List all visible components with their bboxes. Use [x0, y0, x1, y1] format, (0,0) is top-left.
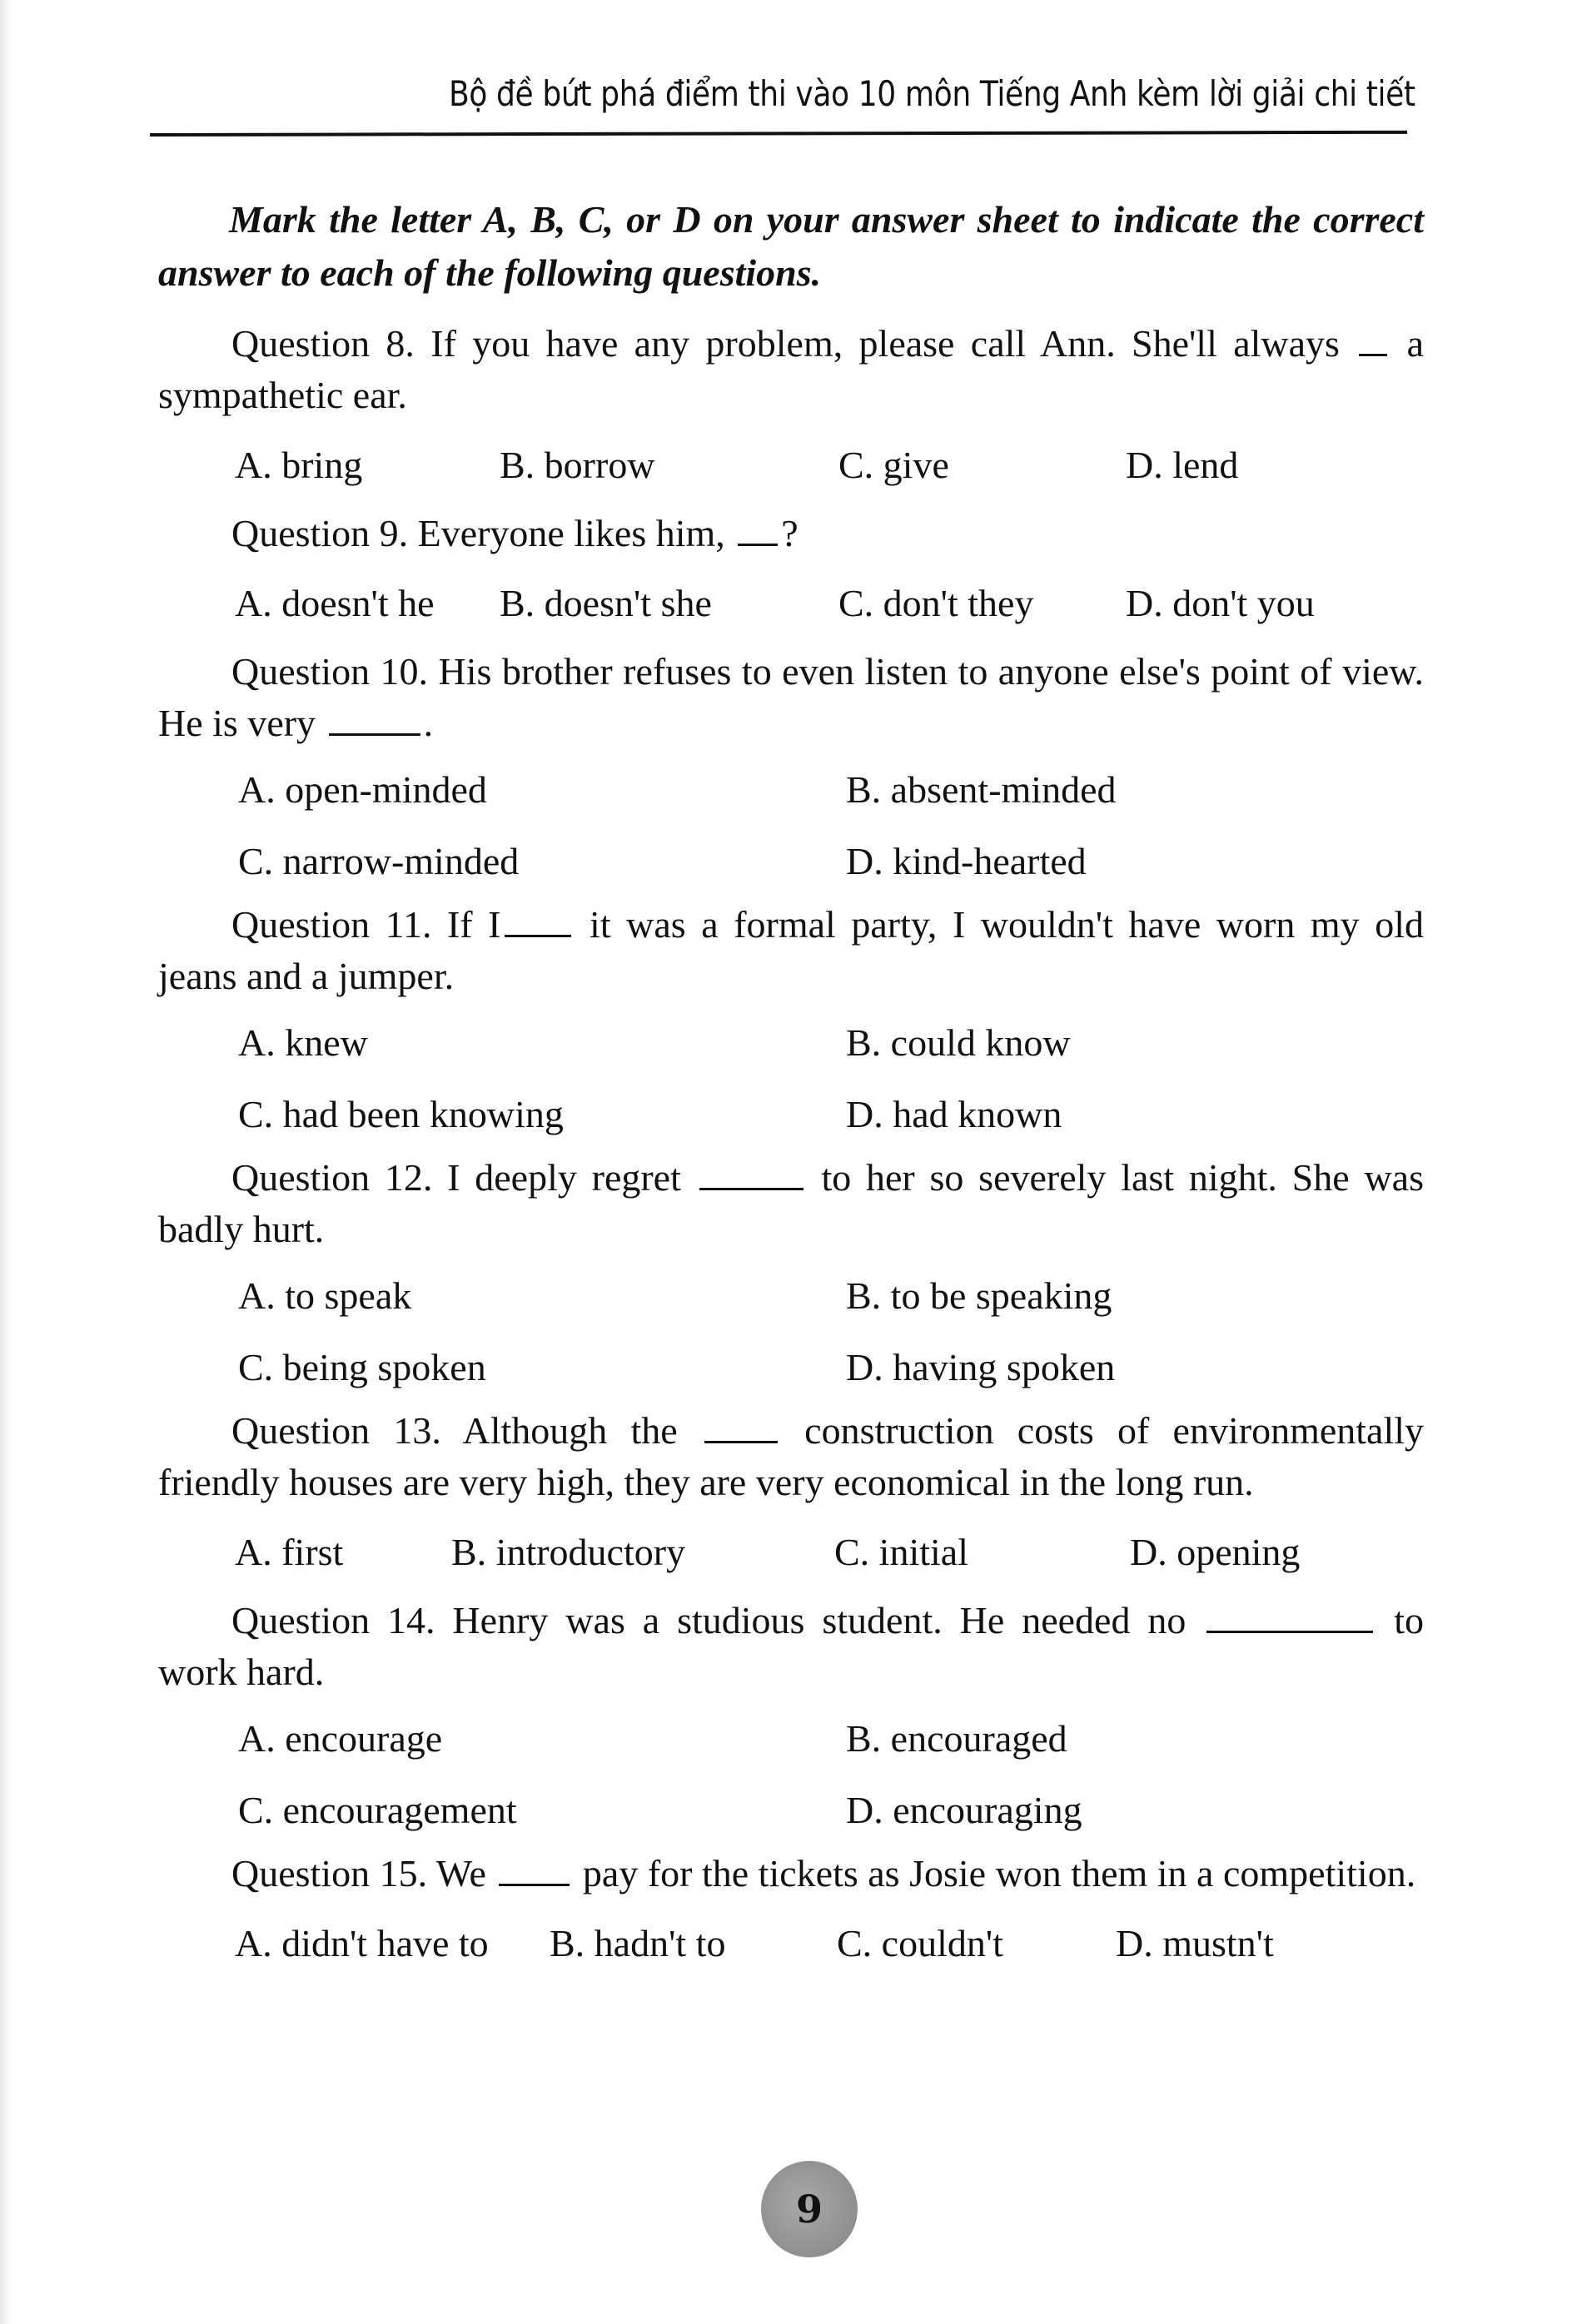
answer-blank — [704, 1409, 778, 1443]
stem-text: to her so severely last night. She was badly hurt. — [158, 1156, 1424, 1250]
page-edge-shadow — [0, 0, 12, 2324]
stem-text: ? — [781, 512, 798, 554]
answer-blank — [699, 1156, 803, 1190]
option-a[interactable]: A. knew — [238, 1021, 368, 1064]
option-d[interactable]: D. having spoken — [846, 1346, 1116, 1388]
answer-blank — [499, 1852, 570, 1886]
answer-options — [238, 1713, 1424, 1836]
option-c[interactable]: C. narrow-minded — [238, 840, 520, 882]
question-9 — [158, 508, 1424, 633]
stem-text: . — [423, 702, 434, 744]
option-a[interactable]: A. didn't have to — [235, 1922, 489, 1964]
stem-text: to work hard. — [158, 1599, 1425, 1693]
question-10 — [158, 646, 1424, 887]
answer-options — [238, 764, 1424, 887]
question-stem — [158, 1405, 1424, 1508]
question-8 — [158, 318, 1424, 494]
option-c[interactable]: C. give — [838, 444, 949, 486]
answer-options — [235, 574, 1424, 633]
question-stem — [158, 508, 1424, 559]
book-title: Bộ đề bứt phá điểm thi vào 10 môn Tiếng Anh kèm lời giải chi tiết — [449, 73, 1415, 114]
answer-blank — [329, 702, 420, 736]
option-a[interactable]: A. encourage — [238, 1717, 443, 1760]
question-11 — [158, 899, 1424, 1140]
stem-text: it was a formal party, I wouldn't have worn my old jeans and a jumper. — [158, 903, 1424, 997]
option-a[interactable]: A. doesn't he — [235, 582, 435, 624]
answer-blank — [505, 903, 571, 937]
option-a[interactable]: A. open-minded — [238, 768, 487, 811]
question-15 — [158, 1848, 1424, 1973]
question-13 — [158, 1405, 1424, 1582]
option-d[interactable]: D. opening — [1130, 1531, 1301, 1573]
page-number-badge — [761, 2161, 858, 2257]
stem-text: Question 9. Everyone likes him, — [231, 512, 725, 554]
option-b[interactable]: B. could know — [846, 1021, 1071, 1064]
option-b[interactable]: B. to be speaking — [846, 1274, 1112, 1317]
question-stem — [158, 899, 1424, 1002]
header-divider — [150, 131, 1407, 137]
option-c[interactable]: C. don't they — [838, 582, 1034, 624]
question-14 — [158, 1595, 1424, 1836]
question-stem — [158, 646, 1424, 749]
option-c[interactable]: C. being spoken — [238, 1346, 486, 1388]
option-b[interactable]: B. doesn't she — [500, 582, 712, 624]
option-d[interactable]: D. had known — [846, 1093, 1062, 1135]
option-b[interactable]: B. borrow — [500, 444, 655, 486]
stem-text: Question 14. Henry was a studious student. He needed no — [231, 1599, 1186, 1641]
option-b[interactable]: B. absent-minded — [846, 768, 1117, 811]
answer-blank — [1359, 322, 1387, 356]
option-b[interactable]: B. encouraged — [846, 1717, 1067, 1760]
option-a[interactable]: A. first — [235, 1531, 344, 1573]
question-stem — [158, 1848, 1424, 1899]
question-12 — [158, 1152, 1424, 1393]
option-c[interactable]: C. encouragement — [238, 1789, 517, 1831]
answer-options — [235, 1914, 1424, 1973]
option-c[interactable]: C. had been knowing — [238, 1093, 564, 1135]
answer-blank — [1206, 1599, 1373, 1633]
page-number: 9 — [795, 2187, 823, 2232]
option-d[interactable]: D. lend — [1126, 444, 1239, 486]
stem-text: Question 13. Although the — [231, 1409, 678, 1452]
option-a[interactable]: A. to speak — [238, 1274, 412, 1317]
stem-text: Question 12. I deeply regret — [231, 1156, 681, 1199]
section-instruction: Mark the letter A, B, C, or D on your answer sheet to indicate the correct answer to each of the following questions. — [158, 198, 1424, 294]
stem-text: Question 15. We — [231, 1852, 486, 1894]
stem-text: pay for the tickets as Josie won them in a competition. — [582, 1852, 1416, 1894]
stem-text: construction costs of environmentally friendly houses are very high, they are very economical in the long run. — [158, 1409, 1425, 1503]
answer-blank — [738, 512, 778, 546]
question-stem — [158, 318, 1424, 421]
stem-text: Question 10. His brother refuses to even listen to anyone else's point of view. He is very — [158, 650, 1424, 744]
answer-options — [238, 1017, 1424, 1140]
stem-text: Question 8. If you have any problem, please call Ann. She'll always — [231, 322, 1340, 365]
answer-options — [235, 436, 1424, 494]
answer-options — [238, 1270, 1424, 1393]
option-d[interactable]: D. mustn't — [1116, 1922, 1274, 1964]
option-d[interactable]: D. don't you — [1126, 582, 1315, 624]
option-d[interactable]: D. kind-hearted — [846, 840, 1087, 882]
option-a[interactable]: A. bring — [235, 444, 363, 486]
question-section — [158, 193, 1424, 1986]
question-stem — [158, 1595, 1424, 1698]
option-c[interactable]: C. couldn't — [837, 1922, 1003, 1964]
answer-options — [235, 1523, 1424, 1582]
option-c[interactable]: C. initial — [834, 1531, 968, 1573]
option-d[interactable]: D. encouraging — [846, 1789, 1082, 1831]
stem-text: a sympathetic ear. — [158, 322, 1425, 416]
question-stem — [158, 1152, 1424, 1255]
option-b[interactable]: B. hadn't to — [550, 1922, 726, 1964]
stem-text: Question 11. If I — [231, 903, 501, 946]
option-b[interactable]: B. introductory — [451, 1531, 686, 1573]
